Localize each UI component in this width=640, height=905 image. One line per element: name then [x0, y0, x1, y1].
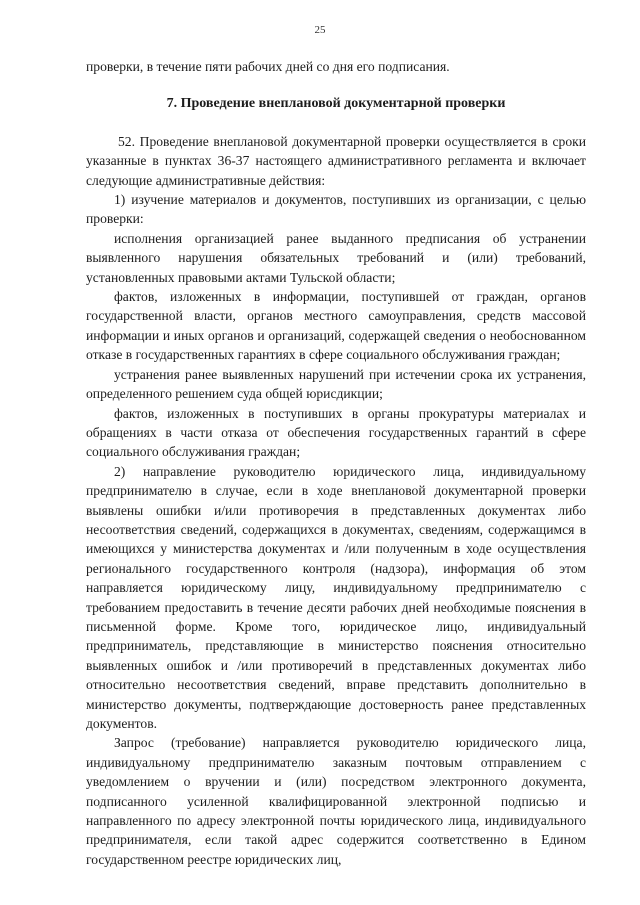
lead-text: проверки, в течение пяти рабочих дней со дня его подписания. [86, 59, 450, 74]
paragraph-sub-citizen-facts: фактов, изложенных в информации, поступившей от граждан, органов государственной власти, органов местного самоуправления, средств массовой информации и иных органов и организаций, содержащей сведения о необоснованном отказе в государственных гарантиях в сфере социального обслуживания граждан; [86, 289, 586, 363]
paragraph-sub-prescription: исполнения организацией ранее выданного предписания об устранении выявленного нарушения обязательных требований и (или) требований, установленных правовыми актами Тульской области; [86, 230, 586, 285]
paragraph-sub-prosecutor: фактов, изложенных в поступивших в органы прокуратуры материалах и обращениях в части отказа от обеспечения государственных гарантий в сфере социального обслуживания граждан; [86, 405, 586, 460]
paragraph-52: 52. Проведение внеплановой документарной проверки осуществляется в сроки указанные в пунктах 36-37 настоящего административного регламента и включает следующие административные действия: [86, 133, 586, 188]
paragraph-item-1: 1) изучение материалов и документов, поступивших из организации, с целью проверки: [86, 192, 586, 227]
paragraph-item-2: 2) направление руководителю юридического лица, индивидуальному предпринимателю в случае, если в ходе внеплановой документарной проверки выявлены ошибки и/или противоречия в представленных документах либо несоответствия сведений, содержащихся в документах, сведениям, содержащимся в имеющихся у министерства документах и /или полученным в ходе осуществления регионального государственного контроля (надзора), информация об этом направляется юридическому лицу, индивидуальному предпринимателю с требованием предоставить в течение десяти рабочих дней необходимые пояснения в письменной форме. Кроме того, юридическое лицо, индивидуальный предприниматель, представляющие в министерство пояснения относительно выявленных ошибок и /или противоречий в представленных документах либо относительно несоответствия сведений, вправе представить дополнительно в министерство документы, подтверждающие достоверность ранее представленных документов. [86, 463, 586, 731]
section-title: 7. Проведение внеплановой документарной проверки [166, 96, 506, 112]
paragraph-request: Запрос (требование) направляется руководителю юридического лица, индивидуальному предпринимателю заказным почтовым отправлением с уведомлением о вручении и (или) посредством электронного документа, подписанного усиленной квалифицированной электронной подписью и направленного по адресу электронной почты юридического лица, индивидуального предпринимателя, если такой адрес содержится соответственно в Едином государственном реестре юридических лиц, [86, 735, 586, 867]
document-body [86, 57, 586, 869]
paragraph-sub-court-decision: устранения ранее выявленных нарушений при истечении срока их устранения, определенного решением суда общей юрисдикции; [86, 366, 586, 402]
page-number: 25 [314, 24, 326, 36]
